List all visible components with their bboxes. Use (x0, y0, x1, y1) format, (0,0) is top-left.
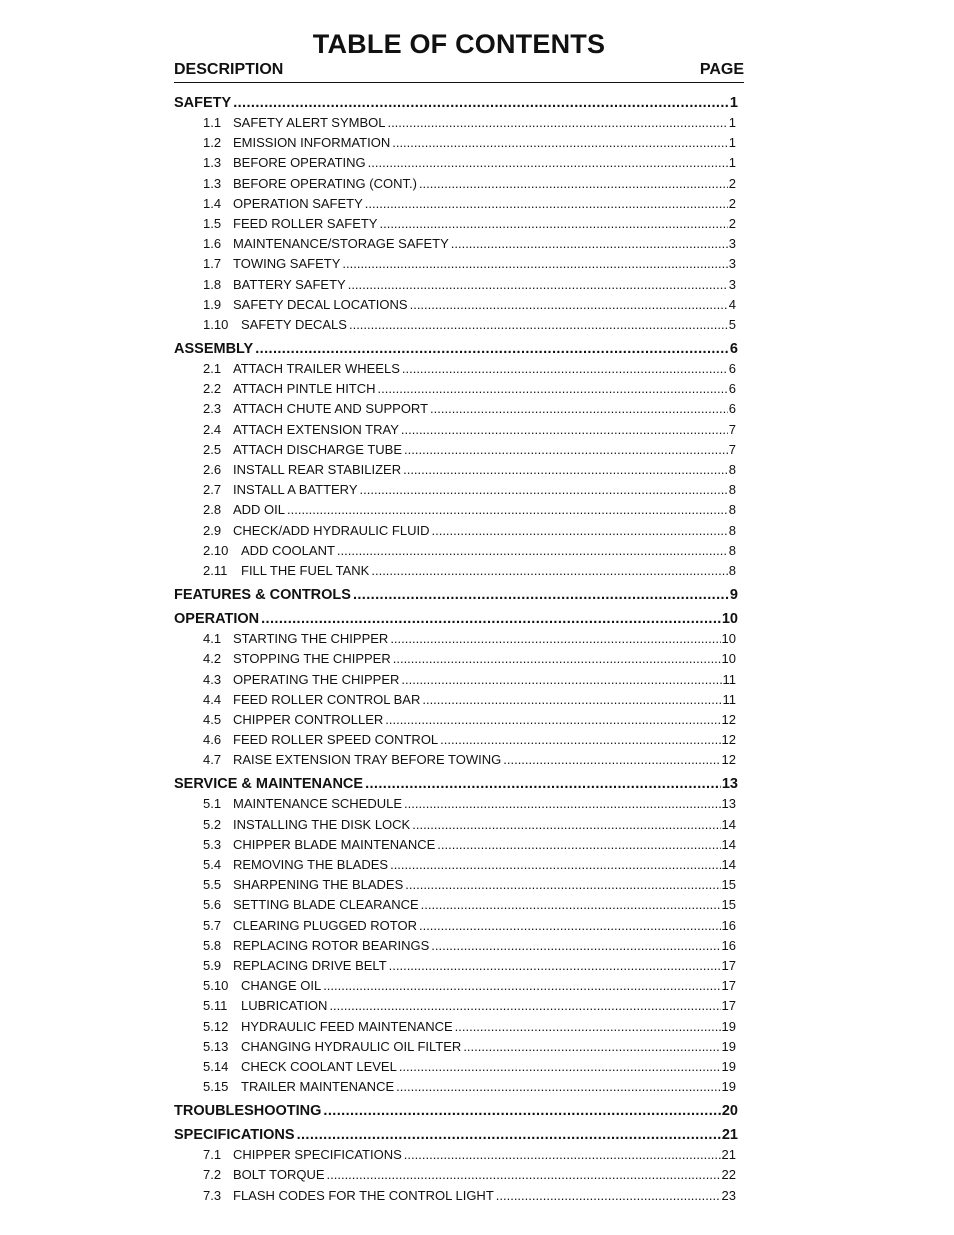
item-page-number: 11 (722, 691, 736, 707)
item-title: BEFORE OPERATING (CONT.) (233, 175, 417, 191)
toc-item-entry[interactable] (174, 1017, 736, 1037)
item-number: 7.3 (203, 1187, 222, 1203)
item-number: 1.6 (203, 236, 222, 252)
toc-item-entry[interactable] (174, 794, 736, 814)
item-number: 5.3 (203, 836, 222, 852)
toc-item-entry[interactable] (174, 174, 736, 194)
item-number: 1.9 (203, 296, 222, 312)
item-title: ATTACH EXTENSION TRAY (233, 421, 399, 437)
item-page-number: 11 (722, 671, 736, 687)
item-page-number: 8 (728, 542, 736, 558)
item-title: FEED ROLLER SAFETY (233, 215, 378, 231)
toc-item-entry[interactable] (174, 1077, 736, 1097)
item-title: ADD COOLANT (241, 542, 335, 558)
item-title: SETTING BLADE CLEARANCE (233, 897, 419, 913)
item-page-number: 4 (728, 296, 736, 312)
dot-leader (396, 1077, 720, 1097)
item-title: CHIPPER CONTROLLER (233, 711, 384, 727)
toc-section (174, 774, 744, 1097)
dot-leader (349, 315, 728, 335)
column-header (174, 60, 744, 83)
dot-leader (404, 794, 721, 814)
item-title: CHANGING HYDRAULIC OIL FILTER (241, 1038, 462, 1054)
toc-item-entry[interactable] (174, 399, 736, 419)
toc-section-entry[interactable] (174, 774, 738, 794)
item-title: REMOVING THE BLADES (233, 857, 389, 872)
item-number: 5.15 (203, 1079, 229, 1095)
section-page-number: 21 (721, 1127, 738, 1144)
item-title: BEFORE OPERATING (233, 155, 366, 171)
item-page-number: 8 (728, 462, 736, 477)
toc-item-entry[interactable] (174, 649, 736, 669)
item-number: 5.5 (203, 877, 222, 893)
dot-leader (348, 275, 728, 295)
item-number: 1.3 (203, 175, 222, 191)
dot-leader (385, 710, 720, 730)
item-number: 1.2 (203, 135, 222, 151)
item-number: 1.7 (203, 256, 222, 272)
section-title: OPERATION (174, 611, 260, 628)
item-page-number: 5 (728, 316, 736, 332)
item-title: SAFETY DECALS (241, 316, 347, 332)
item-number: 5.13 (203, 1038, 229, 1054)
dot-leader (323, 976, 720, 996)
item-page-number: 6 (728, 381, 736, 397)
item-page-number: 17 (721, 998, 736, 1014)
toc-item-entry[interactable] (174, 113, 736, 133)
dot-leader (327, 1165, 721, 1185)
item-page-number: 14 (721, 857, 736, 872)
item-title: ATTACH PINTLE HITCH (233, 381, 376, 397)
item-title: REPLACING ROTOR BEARINGS (233, 937, 430, 953)
section-title: FEATURES & CONTROLS (174, 587, 351, 604)
dot-leader (287, 500, 728, 520)
item-title: STARTING THE CHIPPER (233, 631, 389, 647)
toc-section-entry[interactable] (174, 93, 738, 113)
toc-item-entry[interactable] (174, 1186, 736, 1206)
toc-item-entry[interactable] (174, 234, 736, 254)
toc-item-entry[interactable] (174, 895, 736, 915)
item-title: CHIPPER SPECIFICATIONS (233, 1147, 402, 1163)
toc-item-entry[interactable] (174, 521, 736, 541)
item-title: SAFETY ALERT SYMBOL (233, 115, 386, 130)
item-number: 1.10 (203, 316, 229, 332)
item-page-number: 6 (728, 401, 736, 417)
dot-leader (392, 133, 728, 153)
item-title: ATTACH CHUTE AND SUPPORT (233, 401, 429, 417)
toc-item-entry[interactable] (174, 153, 736, 173)
dot-leader (437, 835, 720, 855)
dot-leader (399, 1057, 721, 1077)
toc-item-entry[interactable] (174, 835, 736, 855)
toc-section-entry[interactable] (174, 609, 738, 629)
dot-leader (387, 113, 727, 133)
item-page-number: 3 (728, 256, 736, 272)
section-title: SPECIFICATIONS (174, 1127, 295, 1144)
item-title: INSTALL REAR STABILIZER (233, 462, 402, 477)
dot-leader (323, 1101, 720, 1121)
dot-leader (401, 420, 728, 440)
item-number: 7.2 (203, 1167, 222, 1183)
toc-item-entry[interactable] (174, 500, 736, 520)
item-page-number: 12 (721, 711, 736, 727)
item-title: HYDRAULIC FEED MAINTENANCE (241, 1018, 453, 1034)
dot-leader (463, 1037, 720, 1057)
toc-item-entry[interactable] (174, 420, 736, 440)
dot-leader (360, 480, 728, 500)
item-number: 2.6 (203, 462, 222, 477)
item-number: 2.2 (203, 381, 222, 397)
dot-leader (353, 585, 729, 605)
page-title: TABLE OF CONTENTS (312, 29, 606, 59)
item-page-number: 2 (728, 175, 736, 191)
dot-leader (451, 234, 728, 254)
item-title: LUBRICATION (241, 998, 328, 1014)
item-page-number: 19 (721, 1079, 736, 1095)
toc-item-entry[interactable] (174, 936, 736, 956)
toc-item-entry[interactable] (174, 976, 736, 996)
item-page-number: 3 (728, 236, 736, 252)
toc-item-entry[interactable] (174, 710, 736, 730)
item-title: ADD OIL (233, 502, 286, 518)
item-title: FEED ROLLER SPEED CONTROL (233, 732, 439, 748)
toc-item-entry[interactable] (174, 359, 736, 379)
toc-item-entry[interactable] (174, 379, 736, 399)
toc-item-entry[interactable] (174, 1057, 736, 1077)
dot-leader (378, 379, 728, 399)
item-page-number: 19 (721, 1038, 736, 1054)
item-number: 4.4 (203, 691, 222, 707)
dot-leader (255, 339, 729, 359)
item-page-number: 19 (721, 1058, 736, 1074)
toc-section-entry[interactable] (174, 1101, 738, 1121)
dot-leader (431, 936, 720, 956)
item-title: INSTALLING THE DISK LOCK (233, 816, 411, 832)
toc-item-entry[interactable] (174, 1145, 736, 1165)
toc-item-entry[interactable] (174, 440, 736, 460)
dot-leader (431, 521, 727, 541)
toc-item-entry[interactable] (174, 690, 736, 710)
toc-list (174, 93, 744, 1206)
item-page-number: 15 (721, 877, 736, 893)
item-title: FLASH CODES FOR THE CONTROL LIGHT (233, 1187, 494, 1203)
item-title: FEED ROLLER CONTROL BAR (233, 691, 421, 707)
dot-leader (440, 730, 720, 750)
dot-leader (404, 440, 728, 460)
item-number: 1.4 (203, 195, 222, 211)
toc-section (174, 585, 744, 605)
item-title: CHANGE OIL (241, 978, 322, 994)
item-number: 4.3 (203, 671, 222, 687)
dot-leader (342, 254, 727, 274)
toc-item-entry[interactable] (174, 730, 736, 750)
item-page-number: 10 (721, 631, 736, 647)
item-number: 4.7 (203, 752, 222, 768)
item-title: STOPPING THE CHIPPER (233, 651, 391, 667)
item-number: 5.9 (203, 957, 222, 973)
item-number: 1.1 (203, 115, 222, 130)
item-title: REPLACING DRIVE BELT (233, 957, 387, 973)
item-title: INSTALL A BATTERY (233, 482, 358, 498)
dot-leader (233, 93, 729, 113)
item-title: OPERATION SAFETY (233, 195, 363, 211)
item-title: SHARPENING THE BLADES (233, 877, 404, 893)
item-number: 5.11 (203, 998, 228, 1014)
toc-item-entry[interactable] (174, 541, 736, 561)
dot-leader (430, 399, 728, 419)
toc-item-entry[interactable] (174, 855, 736, 875)
toc-item-entry[interactable] (174, 1165, 736, 1185)
item-number: 5.1 (203, 796, 222, 812)
dot-leader (379, 214, 727, 234)
dot-leader (368, 153, 728, 173)
toc-item-entry[interactable] (174, 275, 736, 295)
dot-leader (410, 295, 728, 315)
item-page-number: 2 (728, 195, 736, 211)
item-page-number: 22 (721, 1167, 736, 1183)
toc-item-entry[interactable] (174, 133, 736, 153)
item-number: 5.10 (203, 978, 229, 994)
dot-leader (390, 629, 720, 649)
toc-section (174, 93, 744, 335)
toc-section (174, 609, 744, 770)
toc-page (174, 28, 744, 1206)
dot-leader (261, 609, 721, 629)
item-page-number: 12 (721, 732, 736, 748)
item-number: 2.7 (203, 482, 222, 498)
item-page-number: 2 (728, 215, 736, 231)
toc-item-entry[interactable] (174, 875, 736, 895)
item-title: MAINTENANCE SCHEDULE (233, 796, 403, 812)
item-page-number: 3 (728, 276, 736, 292)
dot-leader (496, 1186, 721, 1206)
dot-leader (389, 956, 721, 976)
item-title: ATTACH TRAILER WHEELS (233, 361, 400, 377)
item-number: 5.7 (203, 917, 222, 933)
toc-item-entry[interactable] (174, 561, 736, 581)
dot-leader (405, 875, 720, 895)
item-number: 2.1 (203, 361, 222, 377)
section-title: SERVICE & MAINTENANCE (174, 776, 364, 793)
item-page-number: 1 (728, 115, 736, 130)
item-page-number: 14 (721, 836, 736, 852)
item-title: BOLT TORQUE (233, 1167, 325, 1183)
item-page-number: 17 (721, 957, 736, 973)
description-column-label: DESCRIPTION (174, 61, 284, 78)
item-page-number: 6 (728, 361, 736, 377)
section-page-number: 20 (721, 1103, 738, 1120)
item-page-number: 17 (721, 978, 736, 994)
toc-item-entry[interactable] (174, 194, 736, 214)
section-page-number: 13 (721, 776, 738, 793)
item-title: TOWING SAFETY (233, 256, 341, 272)
dot-leader (371, 561, 727, 581)
toc-item-entry[interactable] (174, 916, 736, 936)
item-page-number: 21 (721, 1147, 736, 1163)
dot-leader (419, 174, 728, 194)
toc-item-entry[interactable] (174, 815, 736, 835)
item-number: 2.5 (203, 441, 222, 457)
section-title: ASSEMBLY (174, 341, 254, 358)
dot-leader (365, 194, 728, 214)
item-page-number: 1 (728, 135, 736, 151)
item-number: 5.2 (203, 816, 222, 832)
dot-leader (404, 1145, 721, 1165)
item-page-number: 19 (721, 1018, 736, 1034)
toc-item-entry[interactable] (174, 254, 736, 274)
toc-item-entry[interactable] (174, 315, 736, 335)
toc-item-entry[interactable] (174, 460, 736, 480)
item-page-number: 8 (728, 502, 736, 518)
dot-leader (402, 359, 728, 379)
item-number: 4.1 (203, 631, 222, 647)
item-page-number: 7 (728, 441, 736, 457)
item-page-number: 8 (728, 482, 736, 498)
toc-section (174, 1101, 744, 1121)
item-page-number: 16 (721, 917, 736, 933)
item-title: TRAILER MAINTENANCE (241, 1079, 395, 1095)
item-number: 1.5 (203, 215, 222, 231)
toc-item-entry[interactable] (174, 956, 736, 976)
toc-item-entry[interactable] (174, 1037, 736, 1057)
toc-section-entry[interactable] (174, 585, 738, 605)
item-number: 1.8 (203, 276, 222, 292)
toc-item-entry[interactable] (174, 295, 736, 315)
dot-leader (390, 855, 720, 875)
section-title: SAFETY (174, 95, 232, 111)
toc-item-entry[interactable] (174, 750, 736, 770)
item-page-number: 14 (721, 816, 736, 832)
item-page-number: 12 (721, 752, 736, 768)
dot-leader (337, 541, 728, 561)
item-title: RAISE EXTENSION TRAY BEFORE TOWING (233, 752, 502, 768)
dot-leader (503, 750, 720, 770)
dot-leader (329, 996, 720, 1016)
dot-leader (412, 815, 720, 835)
item-page-number: 23 (721, 1187, 736, 1203)
toc-section-entry[interactable] (174, 339, 738, 359)
item-number: 4.6 (203, 732, 222, 748)
dot-leader (422, 690, 721, 710)
dot-leader (297, 1125, 721, 1145)
item-page-number: 10 (721, 651, 736, 667)
dot-leader (421, 895, 721, 915)
item-title: CHECK COOLANT LEVEL (241, 1058, 397, 1074)
item-number: 2.11 (203, 562, 228, 578)
item-number: 2.3 (203, 401, 222, 417)
item-number: 5.12 (203, 1018, 229, 1034)
toc-item-entry[interactable] (174, 629, 736, 649)
item-number: 5.4 (203, 857, 222, 872)
section-page-number: 9 (729, 587, 738, 604)
item-title: FILL THE FUEL TANK (241, 562, 370, 578)
item-title: EMISSION INFORMATION (233, 135, 391, 151)
item-title: OPERATING THE CHIPPER (233, 671, 400, 687)
item-number: 1.3 (203, 155, 222, 171)
toc-section-entry[interactable] (174, 1125, 738, 1145)
item-title: BATTERY SAFETY (233, 276, 346, 292)
item-page-number: 15 (721, 897, 736, 913)
section-title: TROUBLESHOOTING (174, 1103, 322, 1120)
item-number: 2.8 (203, 502, 222, 518)
item-title: MAINTENANCE/STORAGE SAFETY (233, 236, 449, 252)
item-page-number: 16 (721, 937, 736, 953)
section-page-number: 1 (729, 95, 738, 111)
dot-leader (403, 460, 728, 480)
dot-leader (401, 670, 721, 690)
item-number: 4.2 (203, 651, 222, 667)
dot-leader (455, 1017, 721, 1037)
section-page-number: 6 (729, 341, 738, 358)
item-page-number: 13 (721, 796, 736, 812)
item-number: 5.14 (203, 1058, 229, 1074)
item-page-number: 1 (728, 155, 736, 171)
item-number: 2.4 (203, 421, 222, 437)
toc-item-entry[interactable] (174, 480, 736, 500)
item-title: ATTACH DISCHARGE TUBE (233, 441, 403, 457)
page-column-label: PAGE (699, 61, 744, 78)
item-title: CLEARING PLUGGED ROTOR (233, 917, 417, 933)
item-number: 5.6 (203, 897, 222, 913)
item-number: 2.10 (203, 542, 229, 558)
toc-item-entry[interactable] (174, 214, 736, 234)
toc-section (174, 339, 744, 581)
toc-item-entry[interactable] (174, 996, 736, 1016)
item-page-number: 7 (728, 421, 736, 437)
toc-section (174, 1125, 744, 1206)
dot-leader (419, 916, 721, 936)
toc-item-entry[interactable] (174, 670, 736, 690)
item-title: CHIPPER BLADE MAINTENANCE (233, 836, 436, 852)
dot-leader (393, 649, 721, 669)
item-number: 4.5 (203, 711, 222, 727)
item-title: CHECK/ADD HYDRAULIC FLUID (233, 522, 430, 538)
item-page-number: 8 (728, 562, 736, 578)
item-number: 5.8 (203, 937, 222, 953)
dot-leader (365, 774, 721, 794)
item-number: 2.9 (203, 522, 222, 538)
item-title: SAFETY DECAL LOCATIONS (233, 296, 408, 312)
item-page-number: 8 (728, 522, 736, 538)
item-number: 7.1 (203, 1147, 222, 1163)
section-page-number: 10 (721, 611, 738, 628)
